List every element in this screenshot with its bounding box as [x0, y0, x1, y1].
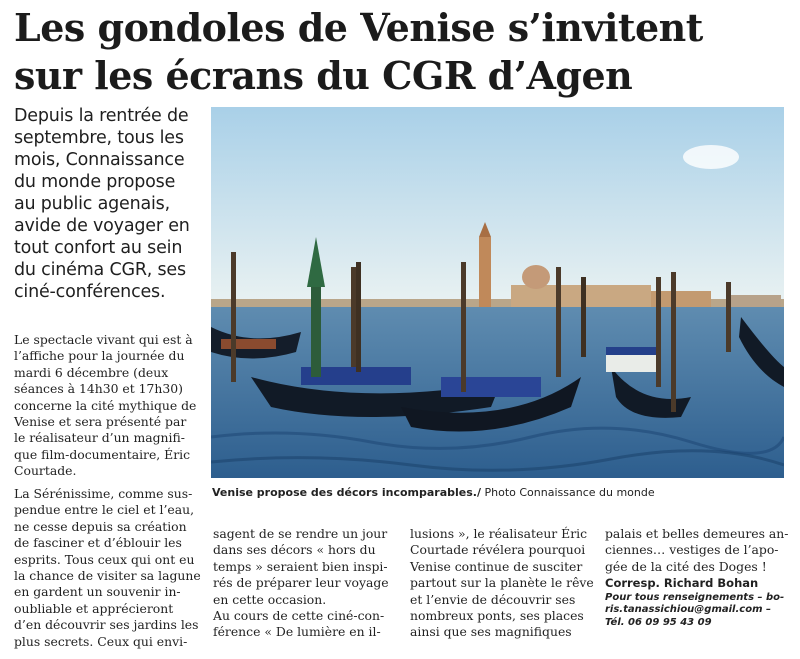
body-line: rés de préparer leur voyage — [213, 575, 389, 591]
body-column-1-para-2 — [14, 486, 204, 650]
headline-line: Les gondoles de Venise s’invitent — [14, 5, 703, 50]
body-column-1-para-1 — [14, 332, 204, 480]
body-line: l’affiche pour la journée du — [14, 348, 185, 364]
body-line: lusions », le réalisateur Éric — [410, 526, 588, 541]
lead-line: mois, Connaissance — [14, 150, 185, 170]
body-line: mardi 6 décembre (deux — [14, 364, 169, 380]
lead-line: tout confort au sein — [14, 238, 183, 258]
correspondent-signature: Corresp. Richard Bohan — [605, 576, 759, 591]
lead-line: avide de voyager en — [14, 216, 190, 236]
info-line: Tél. 06 09 95 43 09 — [605, 616, 712, 628]
body-line: Courtade révélera pourquoi — [410, 542, 586, 558]
body-column-3 — [410, 526, 600, 641]
body-line: de fasciner et d’éblouir les — [14, 535, 182, 551]
body-line: la chance de visiter sa lagune — [14, 568, 201, 584]
lead-line: du monde propose — [14, 172, 176, 192]
body-line: partout sur la planète le rêve — [410, 575, 594, 591]
body-line: et l’envie de découvrir ses — [410, 591, 576, 607]
photo-caption — [212, 486, 792, 499]
body-line: Au cours de cette ciné-con- — [213, 608, 385, 624]
photo-credit: Photo Connaissance du monde — [484, 486, 655, 499]
headline — [14, 4, 794, 100]
body-column-4 — [605, 526, 795, 629]
lead-line: Depuis la rentrée de — [14, 106, 189, 126]
body-line: dans ses décors « hors du — [213, 542, 376, 558]
body-line: Venise et sera présenté par — [14, 414, 187, 430]
lead-line: septembre, tous les — [14, 128, 184, 148]
info-line: ris.tanassichiou@gmail.com – — [605, 604, 771, 616]
body-line: ainsi que ses magnifiques — [410, 624, 572, 640]
lead-paragraph — [14, 105, 204, 303]
body-line: que film-documentaire, Éric — [14, 446, 191, 462]
body-line: Courtade. — [14, 463, 77, 479]
body-column-2 — [213, 526, 403, 641]
body-line: temps » seraient bien inspi- — [213, 558, 388, 574]
lead-line: au public agenais, — [14, 194, 170, 214]
headline-line: sur les écrans du CGR d’Agen — [14, 53, 633, 98]
body-line: en cette occasion. — [213, 591, 327, 607]
body-line: palais et belles demeures an- — [605, 526, 789, 541]
body-line: sagent de se rendre un jour — [213, 526, 388, 541]
body-line: pendue entre le ciel et l’eau, — [14, 502, 195, 518]
body-line: oubliable et apprécieront — [14, 600, 174, 616]
lead-line: ciné-conférences. — [14, 282, 166, 302]
venice-gondolas-photo — [211, 107, 784, 478]
body-line: Venise continue de susciter — [410, 558, 583, 574]
body-line: le réalisateur d’un magnifi- — [14, 430, 185, 446]
info-line: Pour tous renseignements – bo- — [605, 591, 785, 603]
body-line: nombreux ponts, ses places — [410, 608, 584, 624]
body-line: concerne la cité mythique de — [14, 397, 197, 413]
body-line: plus secrets. Ceux qui envi- — [14, 633, 188, 649]
body-line: La Sérénissime, comme sus- — [14, 486, 193, 501]
body-line: férence « De lumière en il- — [213, 624, 381, 640]
body-line: d’en découvrir ses jardins les — [14, 617, 199, 633]
body-line: ne cesse depuis sa création — [14, 518, 187, 534]
body-line: esprits. Tous ceux qui ont eu — [14, 551, 195, 567]
photo-illustration — [211, 107, 784, 478]
body-line: séances à 14h30 et 17h30) — [14, 381, 184, 397]
body-line: gée de la cité des Doges ! — [605, 558, 767, 574]
body-line: Le spectacle vivant qui est à — [14, 332, 193, 347]
caption-text: Venise propose des décors incomparables./ — [212, 486, 481, 499]
body-line: ciennes… vestiges de l’apo- — [605, 542, 779, 558]
body-line: en gardent un souvenir in- — [14, 584, 181, 600]
lead-line: du cinéma CGR, ses — [14, 260, 186, 280]
